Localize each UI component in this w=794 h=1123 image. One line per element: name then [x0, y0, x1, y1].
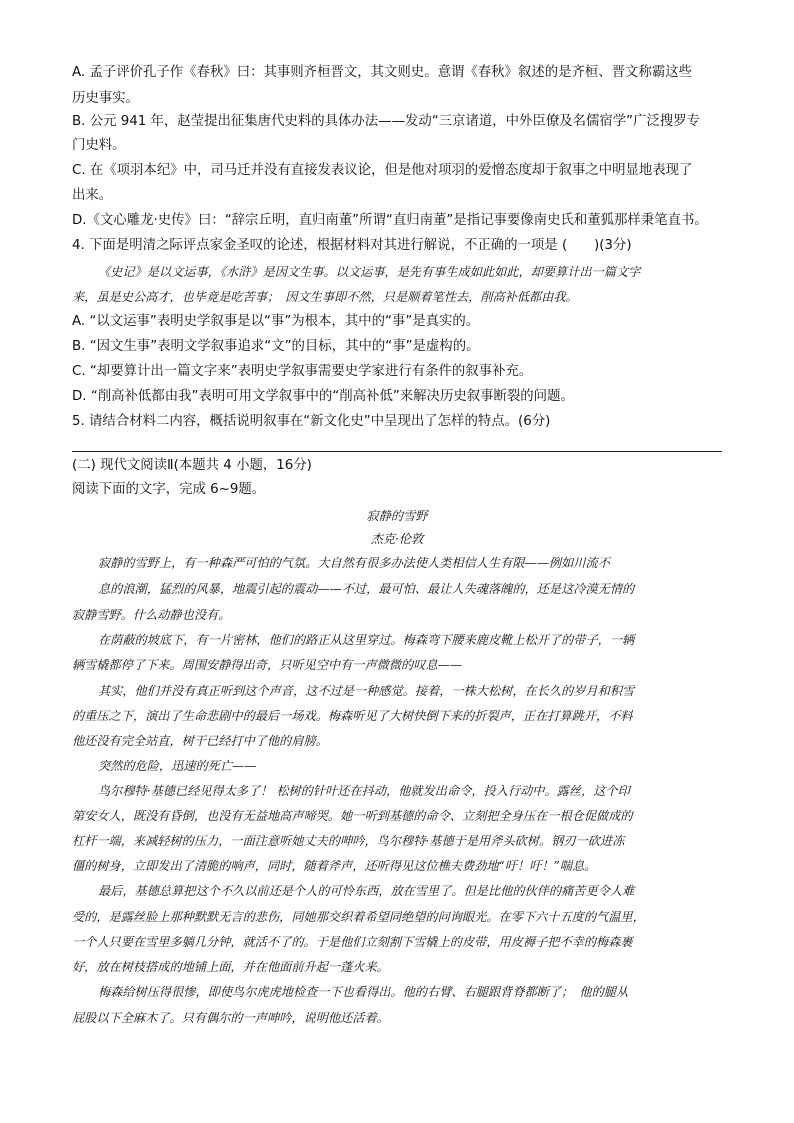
article-p7-line2: 屁股以下全麻木了。只有偶尔的一声呻吟，说明他还活着。	[72, 1011, 389, 1025]
q3-option-a-line1: A. 孟子评价孔子作《春秋》曰：其事则齐桓晋文，其文则史。意谓《春秋》叙述的是齐桓、晋文称霸这些	[72, 65, 693, 80]
q3-option-c-line1: C. 在《项羽本纪》中，司马迁并没有直接发表议论，但是他对项羽的爱憎态度却于叙事之中明显地表现了	[72, 163, 693, 178]
q4-option-d: D. “削高补低都由我”表明可用文学叙事中的“削高补低”来解决历史叙事断裂的问题。	[72, 389, 574, 404]
article-p5-line4: 僵的树身，立即发出了清脆的响声，同时，随着斧声，还听得见这位樵夫费劲地“吁！吁！”喘息。	[72, 859, 597, 873]
article-p6-line2: 受的，是露丝脸上那种默默无言的悲伤，同她那交织着希望同绝望的问询眼光。在零下六十五度的气温里，	[72, 910, 645, 924]
article-p5-line2: 第安女人，既没有昏倒，也没有无益地高声啼哭。她一听到基德的命令、立刻把全身压在一根仓促做成的	[72, 809, 633, 823]
q3-option-c-line2: 出来。	[72, 188, 113, 203]
q3-option-d: D.《文心雕龙·史传》曰：“辞宗丘明，直归南董”所谓“直归南董”是指记事要像南史氏和董狐那样秉笔直书。	[72, 213, 708, 228]
article-author: 杰克·伦敦	[370, 532, 424, 546]
article-p1-line1: 寂静的雪野上，有一种森严可怕的气氛。大自然有很多办法使人类相信人生有限——例如川流不	[98, 556, 610, 570]
article-p6-line1: 最后，基德总算把这个不久以前还是个人的可怜东西，放在雪里了。但是比他的伙伴的痛苦更令人难	[98, 884, 635, 898]
q4-quote-line1: 《史记》是以文运事，《水浒》是因文生事。以文运事，是先有事生成如此如此，却要算计出一篇文字	[98, 265, 641, 279]
article-title: 寂静的雪野	[366, 509, 428, 523]
article-p3-line1: 其实，他们并没有真正听到这个声音，这不过是一种感觉。接着，一株大松树，在长久的岁月和积雪	[98, 684, 635, 698]
q3-option-b-line1: B. 公元 941 年，赵莹提出征集唐代史料的具体办法——发动“三京诸道，中外臣僚及名儒宿学”广泛搜罗专	[72, 114, 701, 129]
article-p1-line2: 息的浪潮，猛烈的风暴，地震引起的震动——不过，最可怕、最让人失魂落魄的，还是这冷漠无情的	[98, 582, 635, 596]
q4-quote-line2: 来，虽是史公高才，也毕竟是吃苦事； 因文生事即不然，只是顺着笔性去，削高补低都由我。	[72, 290, 578, 304]
article-p3-line2: 的重压之下，演出了生命悲剧中的最后一场戏。梅森听见了大树快倒下来的折裂声，正在打算跳开，不料	[72, 709, 633, 723]
article-p7-line1: 梅森给树压得很惨，即使鸟尔虎虎地检查一下也看得出。他的右臂、右腿跟背脊都断了； 他的腿从	[98, 985, 629, 999]
q5-stem: 5. 请结合材料二内容，概括说明叙事在“新文化史”中呈现出了怎样的特点。(6分)	[72, 414, 551, 429]
q4-option-c: C. “却要算计出一篇文字来”表明史学叙事需要史学家进行有条件的叙事补充。	[72, 364, 533, 379]
section2-heading: (二) 现代文阅读Ⅱ(本题共 4 小题，16分)	[72, 458, 312, 473]
article-p2-line2: 辆雪橇都停了下来。周围安静得出奇，只听见空中有一声微微的叹息——	[72, 658, 462, 672]
q3-option-b-line2: 门史料。	[72, 138, 126, 153]
article-p4-line1: 突然的危险，迅速的死亡——	[98, 759, 257, 773]
section2-instruction: 阅读下面的文字，完成 6~9题。	[72, 482, 266, 497]
article-p6-line4: 好，放在树枝搭成的地铺上面，并在他面前升起一蓬火来。	[72, 960, 389, 974]
article-p6-line3: 一个人只要在雪里多躺几分钟，就活不了的。于是他们立刻割下雪橇上的皮带，用皮褥子把不幸的梅森裹	[72, 935, 633, 949]
section-divider	[72, 451, 722, 452]
article-p3-line3: 他还没有完全站直，树干已经打中了他的肩膀。	[72, 734, 328, 748]
q4-option-a: A. “以文运事”表明史学叙事是以“事”为根本，其中的“事”是真实的。	[72, 314, 480, 329]
article-p2-line1: 在荫蔽的坡底下，有一片密林，他们的路正从这里穿过。梅森弯下腰来鹿皮靴上松开了的带子，一辆	[98, 633, 635, 647]
q3-option-a-line2: 历史事实。	[72, 91, 139, 106]
article-p1-line3: 寂静雪野。什么动静也没有。	[72, 608, 231, 622]
q4-stem: 4. 下面是明清之际评点家金圣叹的论述，根据材料对其进行解说，不正确的一项是 ( )(3分)	[72, 238, 632, 253]
article-p5-line1: 鸟尔穆特·基德已经见得太多了！ 松树的针叶还在抖动，他就发出命令，投入行动中。露丝，这个印	[98, 784, 630, 798]
q4-option-b: B. “因文生事”表明文学叙事追求“文”的目标，其中的“事”是虚构的。	[72, 339, 480, 354]
article-p5-line3: 杠杆一端，来减轻树的压力，一面注意听她丈夫的呻吟，鸟尔穆特·基德于是用斧头砍树。钢刃一砍进冻	[72, 834, 625, 848]
